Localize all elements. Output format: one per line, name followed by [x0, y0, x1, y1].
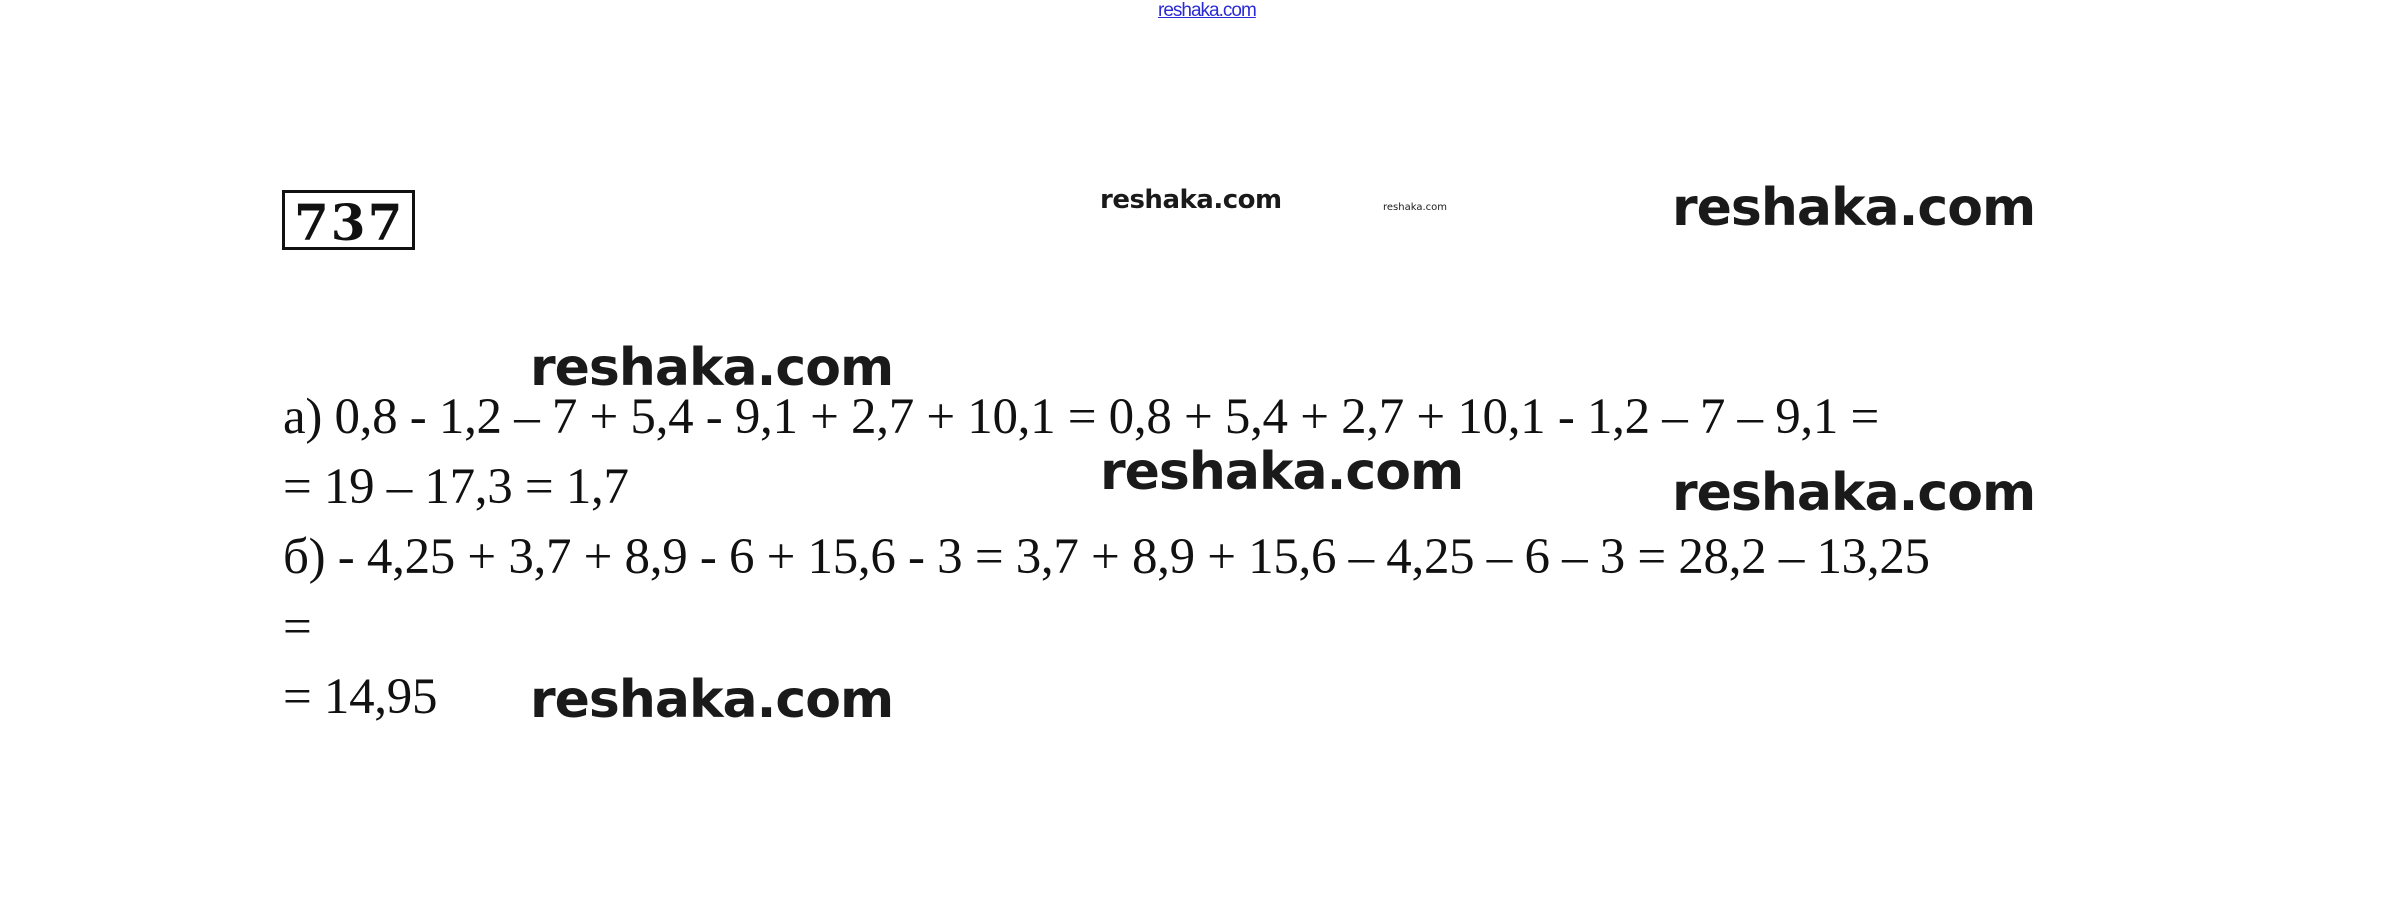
watermark-bottom: reshaka.com [530, 670, 894, 730]
header-link[interactable]: reshaka.com [1158, 0, 1256, 21]
solution-a-line-1: а) 0,8 - 1,2 – 7 + 5,4 - 9,1 + 2,7 + 10,1 = 0,8 + 5,4 + 2,7 + 10,1 - 1,2 – 7 – 9,1 = [283, 389, 1879, 445]
watermark-center: reshaka.com [1100, 442, 1464, 502]
watermark-tiny: reshaka.com [1383, 202, 1447, 213]
problem-number: 737 [282, 190, 415, 250]
solution-b-line-1: б) - 4,25 + 3,7 + 8,9 - 6 + 15,6 - 3 = 3,7 + 8,9 + 15,6 – 4,25 – 6 – 3 = 28,2 – 13,25 [283, 529, 1930, 585]
solution-b-line-2: = [283, 599, 312, 655]
solution-b-line-3: = 14,95 [283, 669, 438, 725]
solution-a-line-2: = 19 – 17,3 = 1,7 [283, 459, 629, 515]
watermark-right: reshaka.com [1672, 463, 2036, 523]
watermark-left: reshaka.com [530, 338, 894, 398]
watermark-top-right: reshaka.com [1672, 178, 2036, 238]
watermark-small: reshaka.com [1100, 185, 1282, 215]
